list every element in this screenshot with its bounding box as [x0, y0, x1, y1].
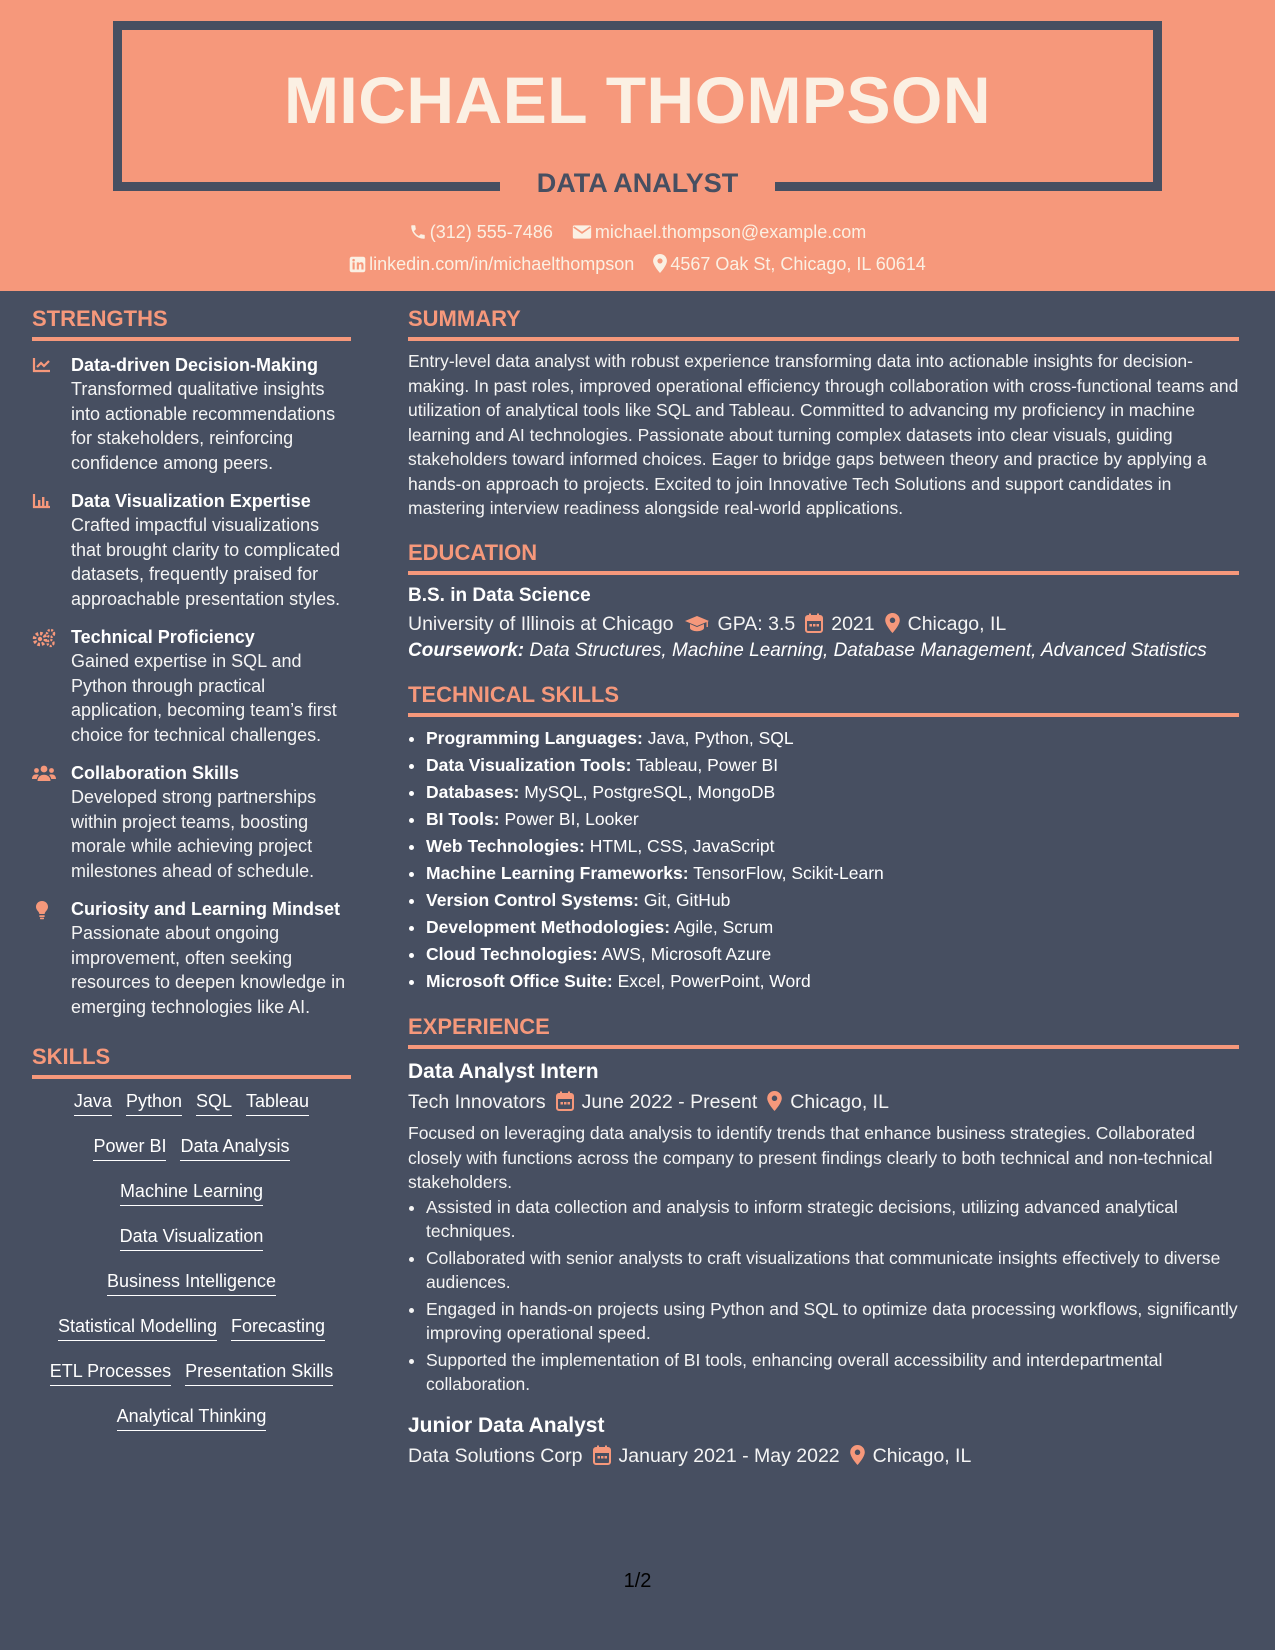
strength-desc: Passionate about ongoing improvement, often seeking resources to deepen knowledge in emerging technologies like AI.: [71, 923, 346, 1017]
map-marker-icon: [885, 613, 900, 633]
coursework-label: Coursework:: [408, 639, 525, 661]
company-name: Data Solutions Corp: [408, 1444, 583, 1467]
strength-item: [32, 761, 351, 883]
gears-icon: [32, 628, 56, 648]
strength-item: [32, 625, 351, 747]
skill-category: Data Visualization Tools:: [426, 755, 632, 775]
strength-item: [32, 353, 351, 475]
skill-tag: Java: [74, 1089, 112, 1116]
lightbulb-icon: [32, 900, 52, 920]
list-item: [426, 968, 1239, 995]
strength-item: [32, 489, 351, 611]
map-marker-icon: [850, 1445, 865, 1465]
skill-values: Tableau, Power BI: [636, 755, 779, 775]
strength-desc: Developed strong partnerships within project teams, boosting morale while achieving project milestones ahead of schedule.: [71, 787, 317, 881]
users-icon: [32, 764, 56, 782]
strength-title: Data Visualization Expertise: [71, 491, 311, 511]
list-item: [426, 941, 1239, 968]
skill-category: Programming Languages:: [426, 728, 643, 748]
summary-heading: SUMMARY: [408, 303, 1239, 341]
skill-line: [32, 1134, 351, 1179]
skill-tag: Power BI: [93, 1134, 166, 1161]
gpa: GPA: 3.5: [717, 612, 796, 635]
list-item: • Collaborated with senior analysts to craft visualizations that communicate insights effectively to diverse audiences.: [426, 1246, 1239, 1295]
degree: B.S. in Data Science: [408, 584, 591, 606]
coursework-list: Data Structures, Machine Learning, Database Management, Advanced Statistics: [529, 639, 1207, 661]
skills-heading: SKILLS: [32, 1041, 351, 1079]
skill-tag: SQL: [196, 1089, 232, 1116]
skill-values: HTML, CSS, JavaScript: [589, 836, 775, 856]
address-text: 4567 Oak St, Chicago, IL 60614: [670, 254, 926, 274]
address-contact: [653, 251, 926, 277]
list-item: [426, 752, 1239, 779]
linkedin-icon: [349, 256, 366, 273]
skill-tag: Machine Learning: [120, 1179, 263, 1206]
contact-row-2: [0, 251, 1275, 277]
summary-text: Entry-level data analyst with robust experience transforming data into actionable insights for decision-making. In past roles, improved operational efficiency through collaboration with cross-functional teams and utilization of analytical tools like SQL and Tableau. Committed to advancing my proficiency in machine learning and AI technologies. Passionate about turning complex datasets into clear visuals, guiding stakeholders toward informed choices. Eager to bridge gaps between theory and practice by applying a hands-on approach to projects. Excited to join Innovative Tech Solutions and support candidates in mastering interview readiness alongside real-world applications.: [408, 351, 1239, 518]
skill-tag: Python: [126, 1089, 182, 1116]
strength-item: [32, 897, 351, 1019]
phone-text: (312) 555-7486: [429, 222, 553, 242]
job-description: Focused on leveraging data analysis to identify trends that enhance business strategies. Collaborated closely with functions across the company to present findings clearly to both technical and non-technical stakeholders.: [408, 1123, 1213, 1192]
skill-tag: Data Analysis: [180, 1134, 289, 1161]
company-name: Tech Innovators: [408, 1091, 546, 1113]
contact-row-1: [0, 219, 1275, 245]
skill-category: Development Methodologies:: [426, 917, 671, 937]
job-location: Chicago, IL: [790, 1091, 889, 1113]
skill-tag: Business Intelligence: [107, 1269, 276, 1296]
skill-category: Version Control Systems:: [426, 890, 639, 910]
job-meta: [408, 1441, 1239, 1471]
job-title: DATA ANALYST: [536, 168, 739, 198]
skill-tag: Statistical Modelling: [58, 1314, 217, 1341]
map-marker-icon: [767, 1091, 782, 1111]
skill-values: Agile, Scrum: [673, 917, 774, 937]
skill-tag: Presentation Skills: [185, 1359, 333, 1386]
skill-tag: Tableau: [246, 1089, 309, 1116]
technical-skills-heading: TECHNICAL SKILLS: [408, 679, 1239, 717]
strength-title: Data-driven Decision-Making: [71, 355, 319, 375]
skill-tag: ETL Processes: [50, 1359, 171, 1386]
skill-values: AWS, Microsoft Azure: [601, 944, 772, 964]
grad-year: 2021: [831, 612, 875, 635]
right-column: [408, 303, 1239, 1471]
strength-desc: Crafted impactful visualizations that brought clarity to complicated datasets, frequently praised for approachable presentation styles.: [71, 515, 341, 609]
skill-line: [32, 1269, 351, 1314]
list-item: • Supported the implementation of BI tools, enhancing overall accessibility and interdepartmental collaboration.: [426, 1348, 1239, 1397]
skill-values: Java, Python, SQL: [647, 728, 794, 748]
calendar-icon: [556, 1091, 574, 1111]
calendar-icon: [593, 1445, 611, 1465]
job-entry: [408, 1411, 1239, 1471]
skill-category: Databases:: [426, 782, 520, 802]
coursework: [408, 639, 1239, 664]
resume-header: [0, 0, 1275, 291]
list-item: [426, 725, 1239, 752]
job-entry: [408, 1057, 1239, 1397]
envelope-icon: [572, 223, 592, 241]
skill-line: [32, 1359, 351, 1404]
candidate-name: MICHAEL THOMPSON: [283, 63, 992, 137]
skill-tag: Analytical Thinking: [117, 1404, 267, 1431]
map-marker-icon: [653, 254, 667, 273]
list-item: [426, 779, 1239, 806]
job-location: Chicago, IL: [872, 1444, 972, 1467]
list-item: [426, 833, 1239, 860]
experience-heading: EXPERIENCE: [408, 1011, 1239, 1049]
job-dates: June 2022 - Present: [581, 1091, 758, 1113]
bar-chart-icon: [32, 492, 52, 510]
skill-values: Power BI, Looker: [504, 809, 639, 829]
technical-skills-list: [408, 725, 1239, 995]
list-item: [426, 914, 1239, 941]
list-item: [426, 887, 1239, 914]
strength-title: Curiosity and Learning Mindset: [71, 899, 341, 919]
email-contact[interactable]: [572, 219, 866, 245]
strength-title: Technical Proficiency: [71, 627, 255, 647]
education-meta: [408, 609, 1239, 639]
list-item: • Assisted in data collection and analysis to inform strategic decisions, utilizing advanced analytical techniques.: [426, 1195, 1239, 1244]
skill-values: Git, GitHub: [643, 890, 731, 910]
job-role: Data Analyst Intern: [408, 1060, 599, 1083]
graduation-cap-icon: [684, 615, 710, 633]
strength-desc: Transformed qualitative insights into actionable recommendations for stakeholders, reinforcing confidence among peers.: [71, 379, 336, 473]
list-item: [426, 806, 1239, 833]
skill-line: [32, 1179, 351, 1224]
linkedin-contact[interactable]: [349, 251, 634, 277]
skill-line: [32, 1404, 351, 1449]
linkedin-text: linkedin.com/in/michaelthompson: [369, 254, 635, 274]
skill-tag: Data Visualization: [120, 1224, 264, 1251]
list-item: [426, 860, 1239, 887]
skill-category: Web Technologies:: [426, 836, 585, 856]
phone-icon: [409, 223, 427, 241]
job-meta: [408, 1087, 1239, 1117]
skill-category: Microsoft Office Suite:: [426, 971, 613, 991]
line-chart-icon: [32, 356, 52, 374]
strength-title: Collaboration Skills: [71, 763, 240, 783]
skill-values: Excel, PowerPoint, Word: [617, 971, 811, 991]
strength-desc: Gained expertise in SQL and Python through practical application, becoming team’s first choice for technical challenges.: [71, 651, 337, 745]
job-bullets: [408, 1195, 1239, 1397]
skill-values: MySQL, PostgreSQL, MongoDB: [524, 782, 776, 802]
skill-values: TensorFlow, Scikit-Learn: [693, 863, 884, 883]
strengths-heading: STRENGTHS: [32, 303, 351, 341]
phone-contact[interactable]: [409, 219, 553, 245]
list-item: • Engaged in hands-on projects using Python and SQL to optimize data processing workflows, significantly improving operational speed.: [426, 1297, 1239, 1346]
job-dates: January 2021 - May 2022: [618, 1444, 840, 1467]
job-role: Junior Data Analyst: [408, 1413, 605, 1437]
school-location: Chicago, IL: [907, 612, 1007, 635]
skill-category: BI Tools:: [426, 809, 500, 829]
skill-tag: Forecasting: [231, 1314, 325, 1341]
page-number: 1/2: [623, 1570, 652, 1592]
skill-line: [32, 1089, 351, 1134]
left-column: [32, 303, 351, 1449]
skill-category: Cloud Technologies:: [426, 944, 598, 964]
email-text: michael.thompson@example.com: [594, 222, 867, 242]
skill-category: Machine Learning Frameworks:: [426, 863, 689, 883]
skill-line: [32, 1224, 351, 1269]
skill-line: [32, 1314, 351, 1359]
skills-list: [32, 1089, 351, 1449]
school-name: University of Illinois at Chicago: [408, 612, 674, 635]
calendar-icon: [805, 613, 823, 633]
education-heading: EDUCATION: [408, 537, 1239, 575]
